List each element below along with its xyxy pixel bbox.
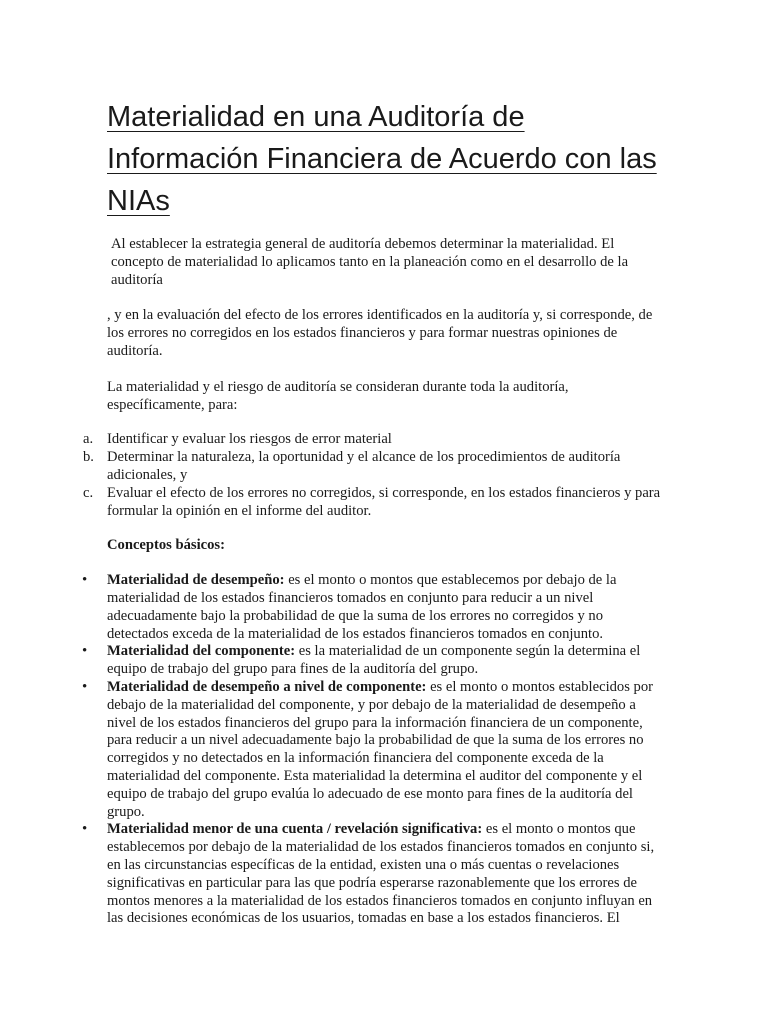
list-marker: a.: [83, 431, 94, 448]
concepts-list: [82, 572, 662, 928]
document-page: [82, 96, 662, 928]
list-item-text: Identificar y evaluar los riesgos de error material: [107, 431, 392, 448]
concept-term: Materialidad menor de una cuenta / revelación significativa:: [107, 821, 483, 838]
concept-definition: es el monto o montos que establecemos por debajo de la materialidad de los estados financieros tomados en conjunto para reducir a un nivel adecuadamente bajo la probabilidad de que la suma de los errores no corregidos y no detectados exceda de la materialidad de los estados financieros tomados en conjunto.: [107, 572, 617, 642]
list-marker: c.: [83, 484, 94, 501]
purpose-list: [83, 431, 662, 520]
intro-paragraph: Al establecer la estrategia general de auditoría debemos determinar la materialidad. El concepto de materialidad lo aplicamos tanto en la planeación como en el desarrollo de la auditoría: [111, 236, 629, 288]
list-item-text: Determinar la naturaleza, la oportunidad y el alcance de los procedimientos de auditoría adicionales, y: [107, 449, 621, 483]
list-item: [82, 678, 662, 821]
bullet-icon: •: [82, 643, 88, 660]
concept-definition: es el monto o montos que establecemos por debajo de la materialidad de los estados financieros tomados en conjunto si, en las circunstancias específicas de la entidad, existen una o más cuentas o revelaciones significativas en particular para las que podría esperarse razonablemente que los errores de montos menores a la materialidad de los estados financieros tomados en conjunto influyan en las decisiones económicas de los usuarios, tomadas en base a los estados financieros. El: [107, 821, 655, 927]
section-heading: Conceptos básicos:: [107, 537, 225, 554]
document-body: [82, 236, 662, 928]
concept-definition: es la materialidad de un componente según la determina el equipo de trabajo del grupo para fines de la auditoría del grupo.: [107, 643, 641, 678]
list-item-text: Evaluar el efecto de los errores no corregidos, si corresponde, en los estados financieros y para formular la opinión en el informe del auditor.: [107, 484, 661, 519]
document-title: [107, 96, 662, 222]
list-item: [83, 484, 662, 521]
evaluation-paragraph: , y en la evaluación del efecto de los errores identificados en la auditoría y, si corresponde, de los errores no corregidos en los estados financieros y para formar nuestras opiniones de auditoría.: [107, 307, 653, 359]
materiality-risk-paragraph: La materialidad y el riesgo de auditoría se consideran durante toda la auditoría, específicamente, para:: [107, 378, 569, 413]
list-marker: b.: [83, 449, 94, 466]
list-item: [83, 449, 662, 485]
concept-term: Materialidad del componente:: [107, 643, 296, 660]
title-line-2: Información Financiera de Acuerdo con las: [107, 143, 657, 175]
concept-term: Materialidad de desempeño a nivel de componente:: [107, 678, 427, 695]
list-item: [82, 572, 662, 643]
bullet-icon: •: [82, 572, 88, 589]
concept-definition: es el monto o montos establecidos por debajo de la materialidad del componente, y por debajo de la materialidad de desempeño a nivel de los estados financieros del grupo para la información financiera de un componente, para reducir a un nivel adecuadamente bajo la probabilidad de que la suma de los errores no corregidos y no detectados en la información financiera del componente exceda de la materialidad del componente. Esta materialidad la determina el auditor del componente y el equipo de trabajo del grupo evalúa lo adecuado de ese monto para fines de la auditoría del grupo.: [107, 678, 653, 820]
concept-term: Materialidad de desempeño:: [107, 572, 285, 589]
title-line-3: NIAs: [107, 185, 170, 217]
list-item: [82, 643, 662, 679]
bullet-icon: •: [82, 821, 88, 838]
bullet-icon: •: [82, 678, 88, 695]
list-item: [82, 821, 662, 928]
list-item: [83, 431, 662, 449]
title-line-1: Materialidad en una Auditoría de: [107, 101, 525, 133]
